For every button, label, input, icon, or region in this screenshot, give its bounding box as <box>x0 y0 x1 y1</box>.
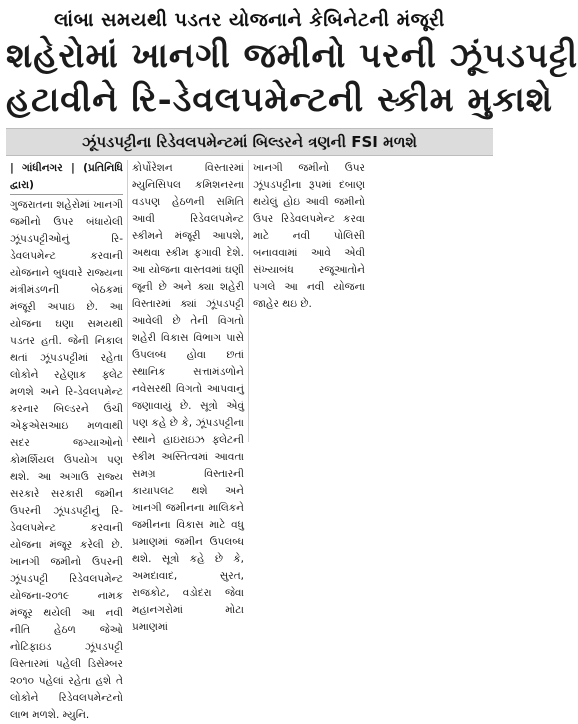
article-body <box>6 160 493 721</box>
column-divider <box>10 194 123 195</box>
headline-line-1: શહેરોમાં ખાનગી જમીનો પરની ઝૂંપડપટ્ટી <box>6 36 578 76</box>
kicker-line: લાંબા સમયથી પડતર યોજનાને કેબિનેટની મંજૂરી <box>54 9 445 31</box>
column-1-text: ગુજરાતના શહેરોમાં ખાનગી જમીનો ઉપર બંધાયેલી ઝૂંપડપટ્ટીઓનું રિ-ડેવલપમેન્ટ કરવાની યોજનાને બુધવારે રાજ્યના મંત્રીમંડળની બેઠકમાં મંજૂરી અપાઇ છે. આ યોજના ઘણા સમયથી પડતર હતી. જેની નિકાલ થતાં ઝૂંપડપટ્ટીમાં રહેતા લોકોને રહેણાક ફ્લેટ મળશે અને રિ-ડેવલપમેન્ટ કરનાર બિલ્ડરને ઉંચી એફએસઆઇ મળવાથી સદર જગ્યાઓનો કોમર્શિયલ ઉપયોગ પણ થશે. આ અગાઉ રાજ્ય સરકારે સરકારી જમીન ઉપરની ઝૂંપડપટ્ટીનું રિ-ડેવલપમેન્ટ કરવાની યોજના મંજૂર કરેલી છે. ખાનગી જમીનો ઉપરની ઝૂંપડપટ્ટી રિડેવલપમેન્ટ યોજના-૨૦૧૯ નામક મંજૂર થયેલી આ નવી નીતિ હેઠળ જેઓ નોટિફાઇડ ઝૂંપડપટ્ટી વિસ્તારમાં પહેલી ડિસેમ્બર ૨૦૧૦ પહેલાં રહેતા હશે તે લોકોને રિડેવલપમેન્ટનો લાભ મળશે. મ્યુનિ. <box>10 199 123 721</box>
headline-line-2: હટાવીને રિ-ડેવલપમેન્ટની સ્કીમ મુકાશે <box>6 80 554 120</box>
article-column-3: ખાનગી જમીનો ઉપર ઝૂંપડપટ્ટીના રૂપમાં દબાણ થયેલું હોઇ આવી જમીનો ઉપર રિડેવલપમેન્ટ કરવા માટે નવી પોલિસી બનાવવામાં આવે એવી સંખ્યાબંધ રજૂઆતોને પગલે આ નવી યોજના જાહેર થઇ છે. <box>248 160 369 442</box>
subheadline: ઝૂંપડપટ્ટીના રિડેવલપમેન્ટમાં બિલ્ડરને ત્રણની FSI મળશે <box>6 128 493 156</box>
dateline: | ગાંધીનગર | (પ્રતિનિધિ દ્વારા) <box>10 162 123 191</box>
article-column-1 <box>6 160 127 721</box>
article-column-2: કોર્પોરેશન વિસ્તારમાં મ્યુનિસિપલ કમિશનરના વડપણ હેઠળની સમિતિ આવી રિડેવલપમેન્ટ સ્કીમને મંજૂરી આપશે, અથવા સ્કીમ ફગાવી દેશે. આ યોજના વાસ્તવમાં ઘણી જૂની છે અને ક્યા શહેરી વિસ્તારમાં ક્યાં ઝૂંપડપટ્ટી આવેલી છે તેની વિગતો શહેરી વિકાસ વિભાગ પાસે ઉપલબ્ધ હોવા છતાં સ્થાનિક સત્તામંડળોને નવેસરથી વિગતો આપવાનું જણાવાયું છે. સૂત્રો એવું પણ કહે છે કે, ઝૂંપડપટ્ટીના સ્થાને હાઇરાઇઝ ફ્લેટની સ્કીમ અસ્તિત્વમાં આવતા સમગ્ર વિસ્તારની કાયાપલટ થશે અને ખાનગી જમીનના માલિકને જમીનના વિકાસ માટે વધુ પ્રમાણમાં જમીન ઉપલબ્ધ થશે. સૂત્રો કહે છે કે, અમદાવાદ, સુરત, રાજકોટ, વડોદરા જેવા મહાનગરોમાં મોટા પ્રમાણમાં <box>127 160 248 442</box>
